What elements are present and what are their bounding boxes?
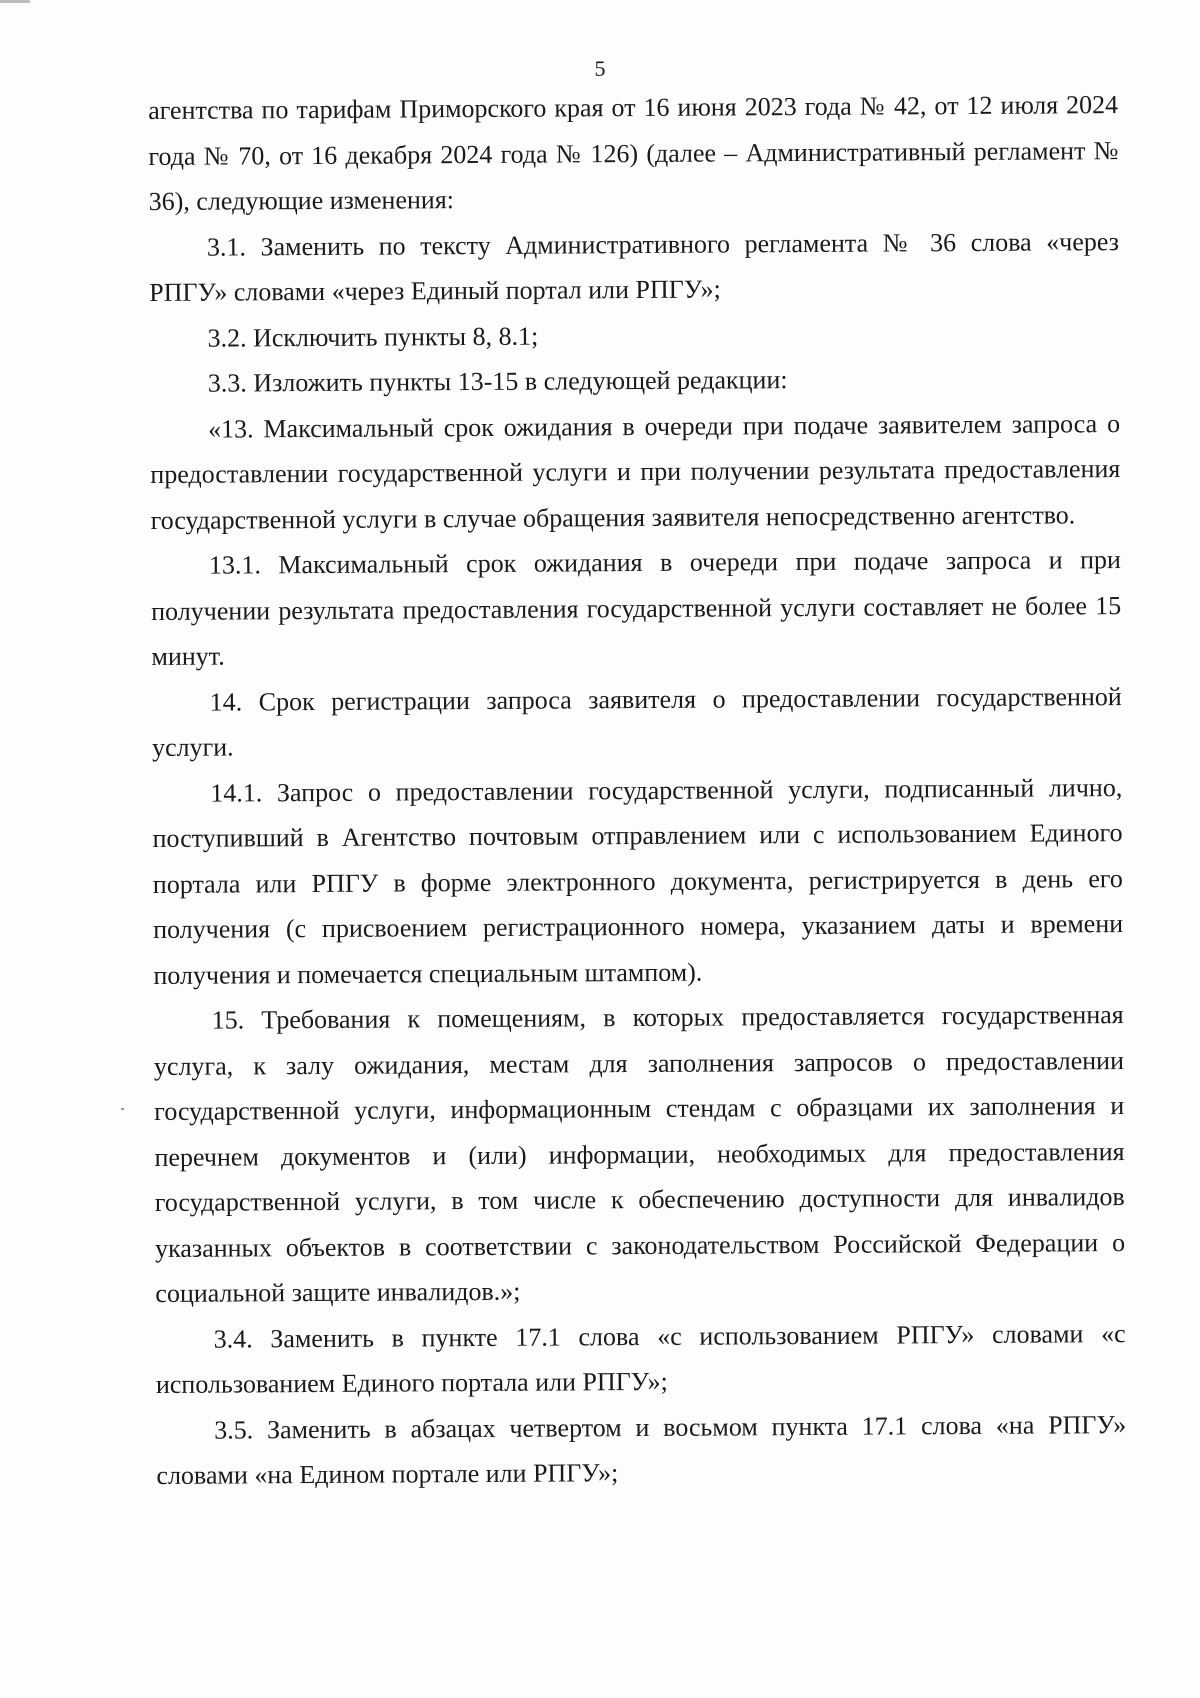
paragraph-14-1: 14.1. Запрос о предоставлении государственной услуги, подписанный лично, поступивший в Агентство почтовым отправлением или с использованием Единого портала или РПГУ в форме электронного документа, регистрируется в день его получения (с присвоением регистрационного номера, указанием даты и времени получения и помечается специальным штампом).: [152, 772, 1124, 990]
paragraph-3-2: 3.2. Исключить пункты 8, 8.1;: [207, 321, 539, 353]
paragraph-3-1: 3.1. Заменить по тексту Административного регламента № 36 слова «через РПГУ» словами «через Единый портал или РПГУ»;: [149, 226, 1120, 307]
paragraph-3-4: 3.4. Заменить в пункте 17.1 слова «с использованием РПГУ» словами «с использованием Единого портала или РПГУ»;: [155, 1318, 1126, 1399]
scan-speck: [121, 1108, 124, 1110]
paragraph-13-1: 13.1. Максимальный срок ожидания в очереди при подаче запроса и при получении результата предоставления государственной услуги составляет не более 15 минут.: [151, 545, 1122, 671]
paragraph-3-5: 3.5. Заменить в абзацах четвертом и восьмом пункта 17.1 слова «на РПГУ» словами «на Едином портале или РПГУ»;: [156, 1409, 1127, 1490]
paragraph-15: 15. Требования к помещениям, в которых предоставляется государственная услуга, к залу ожидания, местам для заполнения запросов о предоставлении государственной услуги, информационным стендам с образцами их заполнения и перечнем документов и (или) информации, необходимых для предоставления государственной услуги, в том числе к обеспечению доступности для инвалидов указанных объектов в соответствии с законодательством Российской Федерации о социальной защите инвалидов.»;: [153, 1000, 1126, 1308]
paragraph-continuation: агентства по тарифам Приморского края от 16 июня 2023 года № 42, от 12 июля 2024 года № 70, от 16 декабря 2024 года № 126) (далее – Административный регламент № 36), следующие изменения:: [148, 90, 1119, 216]
paragraph-3-3: 3.3. Изложить пункты 13-15 в следующей редакции:: [207, 365, 788, 398]
paragraph-13: «13. Максимальный срок ожидания в очереди при подаче заявителем запроса о предоставлении государственной услуги и при получении результата предоставления государственной услуги в случае обращения заявителя непосредственно агентство.: [150, 408, 1121, 535]
paragraph-14: 14. Срок регистрации запроса заявителя о предоставлении государственной услуги.: [151, 681, 1122, 762]
document-body: [148, 82, 1127, 1498]
scan-corner-mark: [0, 0, 30, 3]
page-number: 5: [594, 56, 606, 81]
